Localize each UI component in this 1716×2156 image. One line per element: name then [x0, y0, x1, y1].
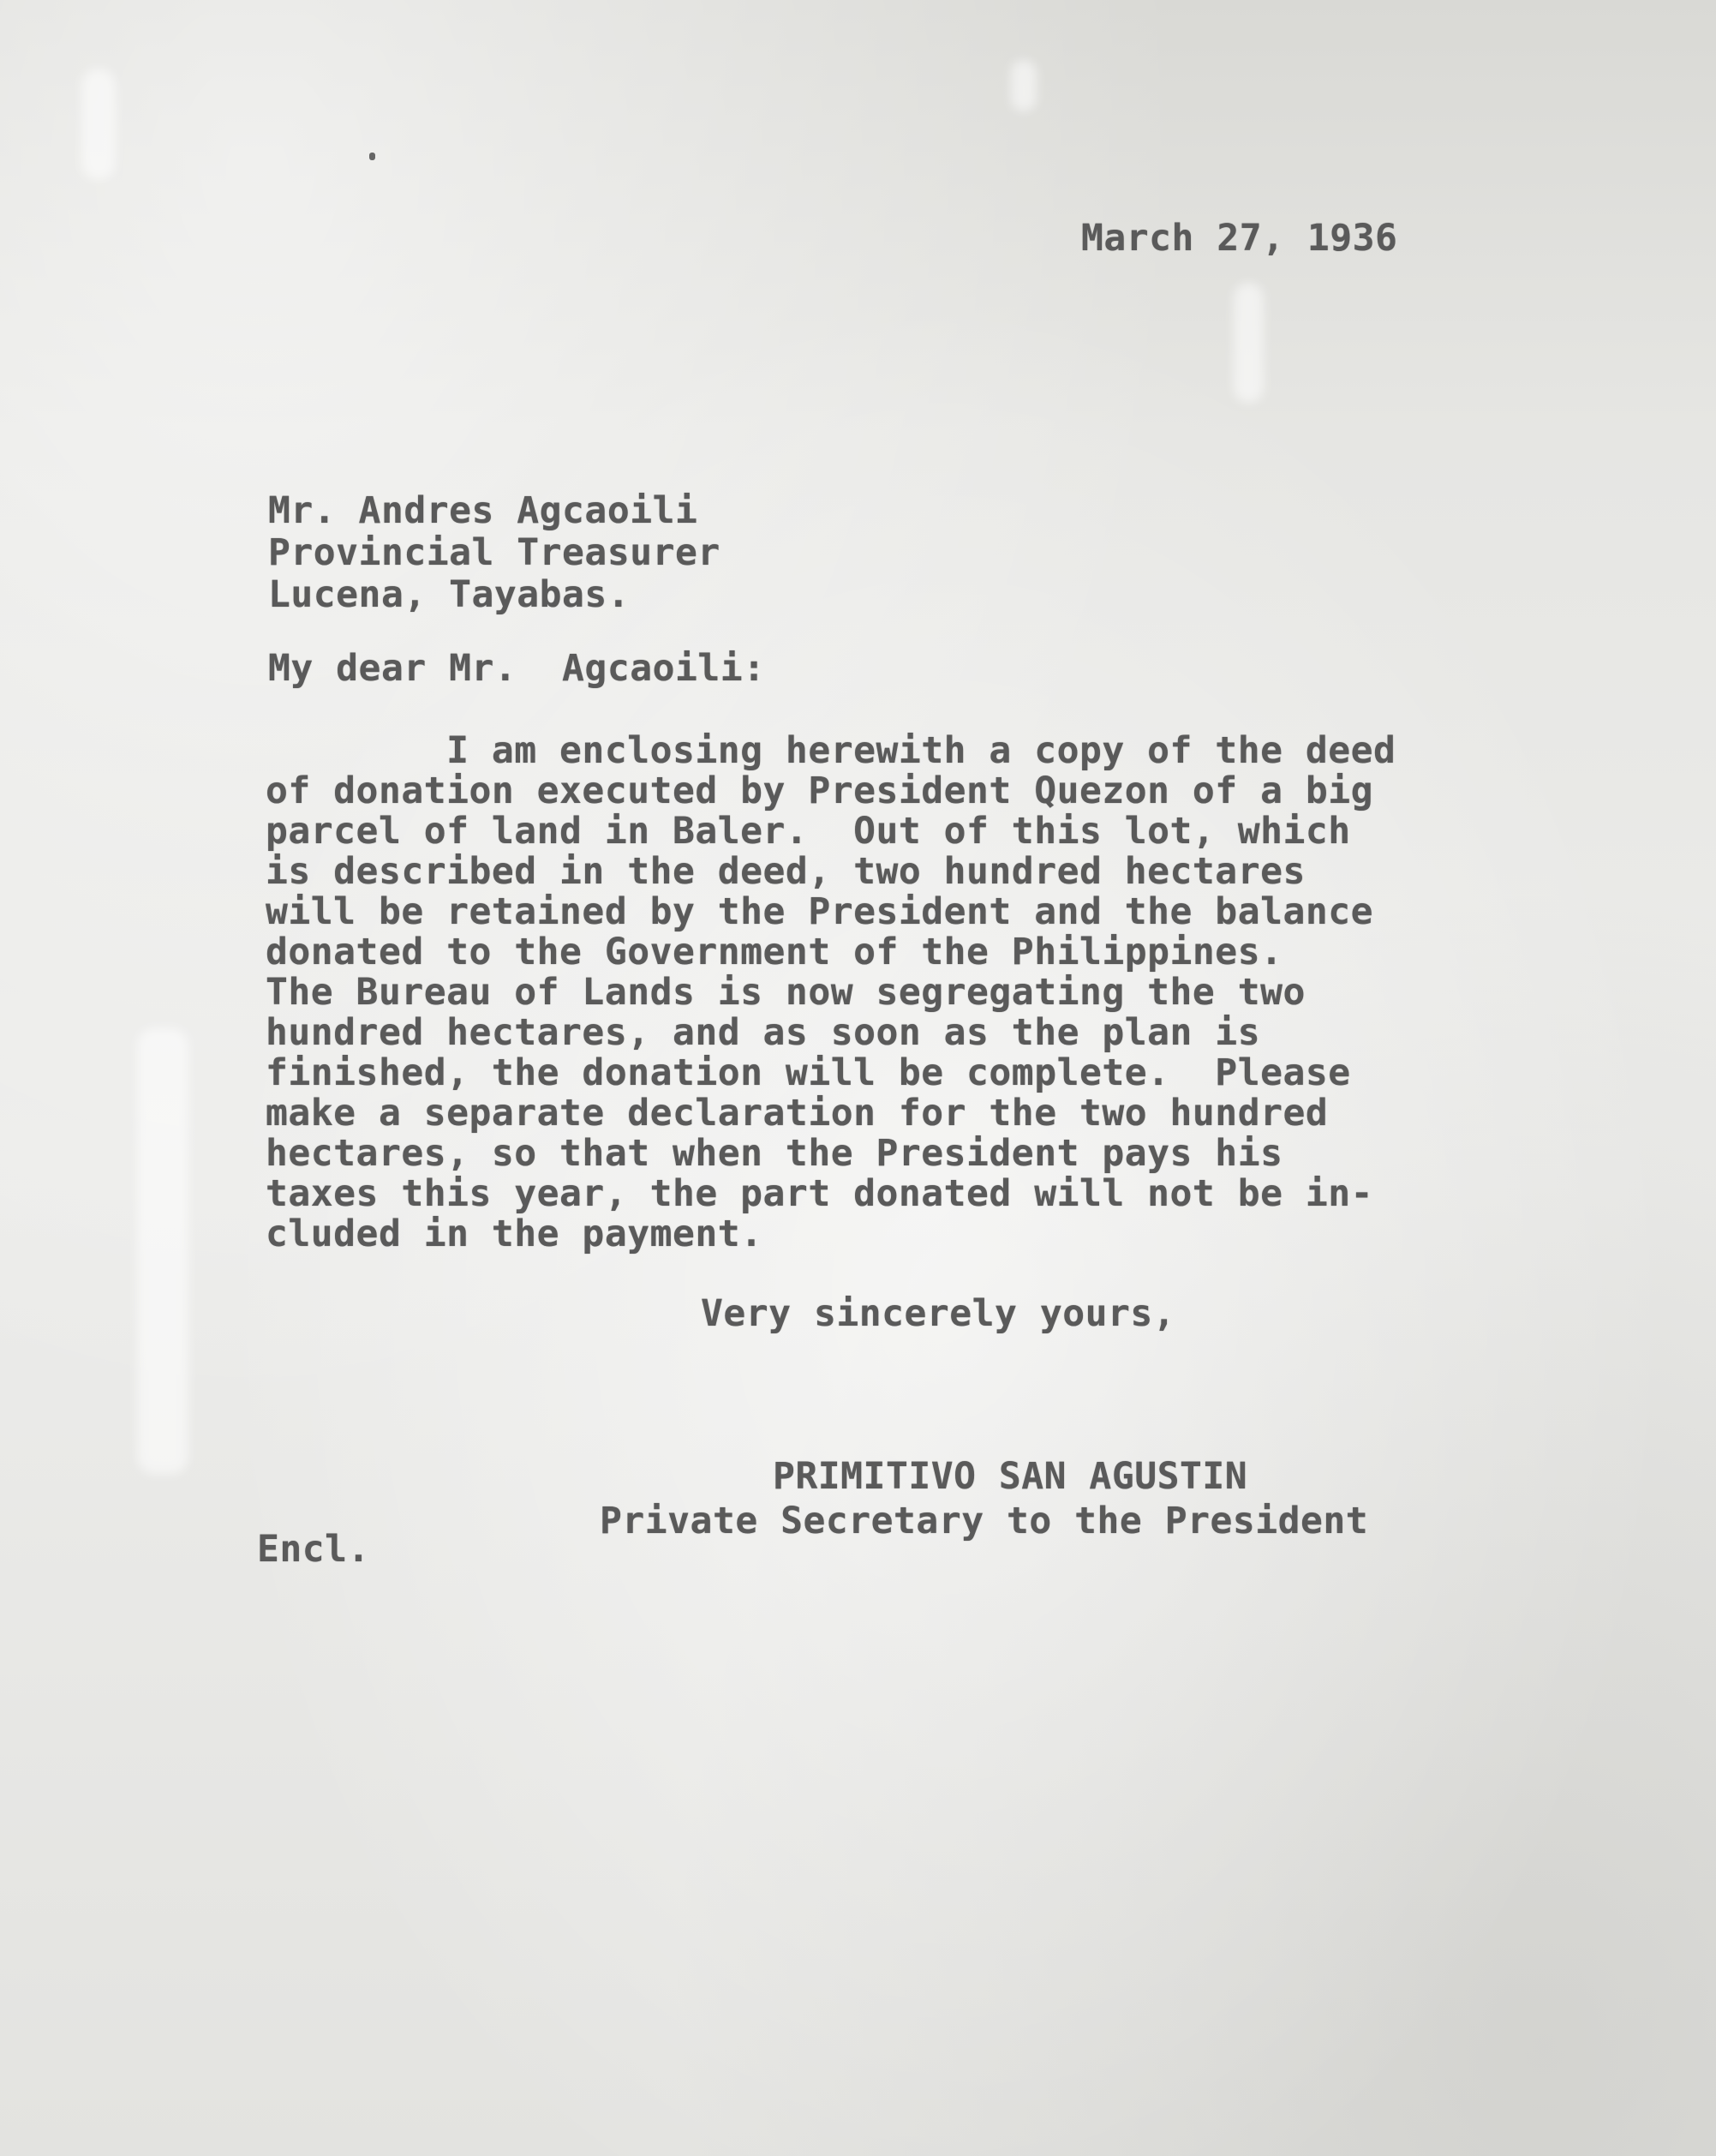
body-line: hundred hectares, and as soon as the plan is [266, 1011, 1261, 1054]
photo-streak [137, 1028, 188, 1474]
closing: Very sincerely yours, [701, 1292, 1176, 1335]
signature-title: Private Secretary to the President [600, 1500, 1369, 1542]
body-line: will be retained by the President and the balance [266, 890, 1374, 933]
addressee-location: Lucena, Tayabas. [268, 573, 631, 616]
signature-name: PRIMITIVO SAN AGUSTIN [773, 1455, 1248, 1498]
body-line: donated to the Government of the Philippines. [266, 931, 1283, 973]
body-line: I am enclosing herewith a copy of the deed [266, 729, 1396, 772]
enclosure-note: Encl. [257, 1528, 370, 1571]
body-line: taxes this year, the part donated will not be in- [266, 1172, 1374, 1215]
body-line: of donation executed by President Quezon of a big [266, 770, 1374, 812]
photo-streak [1234, 283, 1264, 403]
body-line: finished, the donation will be complete. Please [266, 1051, 1351, 1094]
body-line: hectares, so that when the President pays his [266, 1132, 1283, 1175]
addressee-title: Provincial Treasurer [268, 531, 720, 574]
body-line: make a separate declaration for the two hundred [266, 1092, 1329, 1135]
photo-streak [1011, 60, 1037, 111]
photo-streak [81, 69, 116, 180]
ink-speck [369, 153, 375, 160]
body-line: The Bureau of Lands is now segregating the two [266, 971, 1306, 1014]
body-line: cluded in the payment. [266, 1213, 763, 1255]
letter-date: March 27, 1936 [1081, 217, 1398, 260]
body-line: parcel of land in Baler. Out of this lot, which [266, 810, 1351, 853]
addressee-name: Mr. Andres Agcaoili [268, 489, 698, 532]
body-line: is described in the deed, two hundred hectares [266, 850, 1306, 893]
salutation: My dear Mr. Agcaoili: [268, 647, 766, 690]
